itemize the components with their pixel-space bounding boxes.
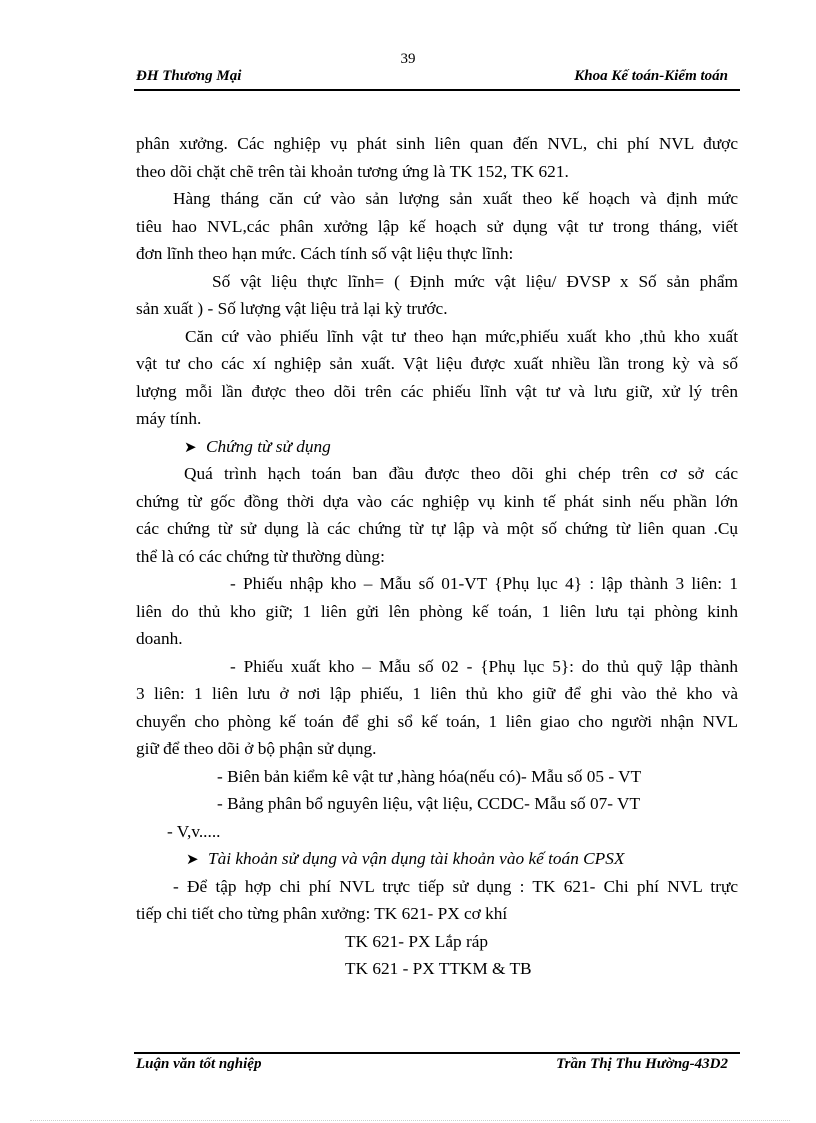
footer-rule [134, 1052, 740, 1054]
text-line: liên do thủ kho giữ; 1 liên gửi lên phòng kế toán, 1 liên lưu tại phòng kinh [136, 601, 738, 621]
header-rule [134, 89, 740, 91]
text-line: lượng mỗi lần được theo dõi trên các phiếu lĩnh vật tư và lưu giữ, xử lý trên [136, 381, 738, 401]
text-line: đơn lĩnh theo hạn mức. Cách tính số vật liệu thực lĩnh: [136, 244, 514, 263]
heading-text: Tài khoản sử dụng và vận dụng tài khoản vào kế toán CPSX [208, 849, 625, 868]
page-edge [30, 1120, 790, 1121]
text-line: doanh. [136, 629, 183, 648]
text-line: vật tư cho các xí nghiệp sản xuất. Vật liệu được xuất nhiều lần trong kỳ và số [136, 354, 738, 373]
text-line: máy tính. [136, 409, 202, 428]
text-line: - V,v..... [167, 821, 221, 841]
text-line: Quá trình hạch toán ban đầu được theo dõi ghi chép trên cơ sở các [184, 464, 738, 483]
text-line: - Để tập hợp chi phí NVL trực tiếp sử dụng : TK 621- Chi phí NVL trực [173, 876, 738, 896]
header-faculty: Khoa Kế toán-Kiểm toán [574, 68, 728, 84]
header-university: ĐH Thương Mại [136, 68, 242, 84]
text-line: - Biên bản kiểm kê vật tư ,hàng hóa(nếu có)- Mẫu số 05 - VT [217, 766, 642, 786]
arrow-bullet-icon: ➤ [186, 852, 199, 868]
text-line: thể là có các chứng từ thường dùng: [136, 546, 385, 566]
text-line: 3 liên: 1 liên lưu ở nơi lập phiếu, 1 liên thủ kho giữ để ghi vào thẻ kho và [136, 684, 738, 703]
arrow-bullet-icon: ➤ [184, 439, 197, 456]
body-text [136, 130, 738, 983]
text-line: - Phiếu xuất kho – Mẫu số 02 - {Phụ lục 5}: do thủ quỹ lập thành [230, 656, 738, 676]
text-line: giữ để theo dõi ở bộ phận sử dụng. [136, 739, 377, 758]
text-line: TK 621- PX Lắp ráp [345, 931, 489, 951]
text-line: TK 621 - PX TTKM & TB [345, 959, 532, 978]
text-line: chứng từ gốc đồng thời dựa vào các nghiệp vụ kinh tế phát sinh nếu phần lớn [136, 491, 738, 511]
text-line: Căn cứ vào phiếu lĩnh vật tư theo hạn mức,phiếu xuất kho ,thủ kho xuất [185, 326, 738, 346]
heading-text: Chứng từ sử dụng [206, 436, 331, 456]
text-line: Số vật liệu thực lĩnh= ( Định mức vật liệu/ ĐVSP x Số sản phẩm [212, 271, 738, 291]
text-line: Hàng tháng căn cứ vào sản lượng sản xuất theo kế hoạch và định mức [173, 189, 738, 208]
section-heading [136, 433, 738, 461]
text-line: - Bảng phân bổ nguyên liệu, vật liệu, CCDC- Mẫu số 07- VT [217, 794, 641, 813]
text-line: - Phiếu nhập kho – Mẫu số 01-VT {Phụ lục 4} : lập thành 3 liên: 1 [230, 574, 738, 593]
text-line: theo dõi chặt chẽ trên tài khoản tương ứng là TK 152, TK 621. [136, 161, 569, 181]
footer-thesis: Luận văn tốt nghiệp [136, 1056, 262, 1072]
footer-author: Trần Thị Thu Hường-43D2 [556, 1056, 728, 1072]
section-heading [136, 845, 738, 873]
text-line: chuyển cho phòng kế toán để ghi sổ kế toán, 1 liên giao cho người nhận NVL [136, 711, 738, 731]
text-line: phân xưởng. Các nghiệp vụ phát sinh liên quan đến NVL, chi phí NVL được [136, 134, 738, 153]
text-line: tiêu hao NVL,các phân xưởng lập kế hoạch sử dụng vật tư trong tháng, viết [136, 216, 738, 236]
text-line: sản xuất ) - Số lượng vật liệu trả lại kỳ trước. [136, 299, 448, 318]
text-line: các chứng từ sử dụng là các chứng từ tự lập và một số chứng từ liên quan .Cụ [136, 519, 738, 538]
text-line: tiếp chi tiết cho từng phân xưởng: TK 621- PX cơ khí [136, 904, 508, 923]
page-number: 39 [400, 51, 416, 67]
